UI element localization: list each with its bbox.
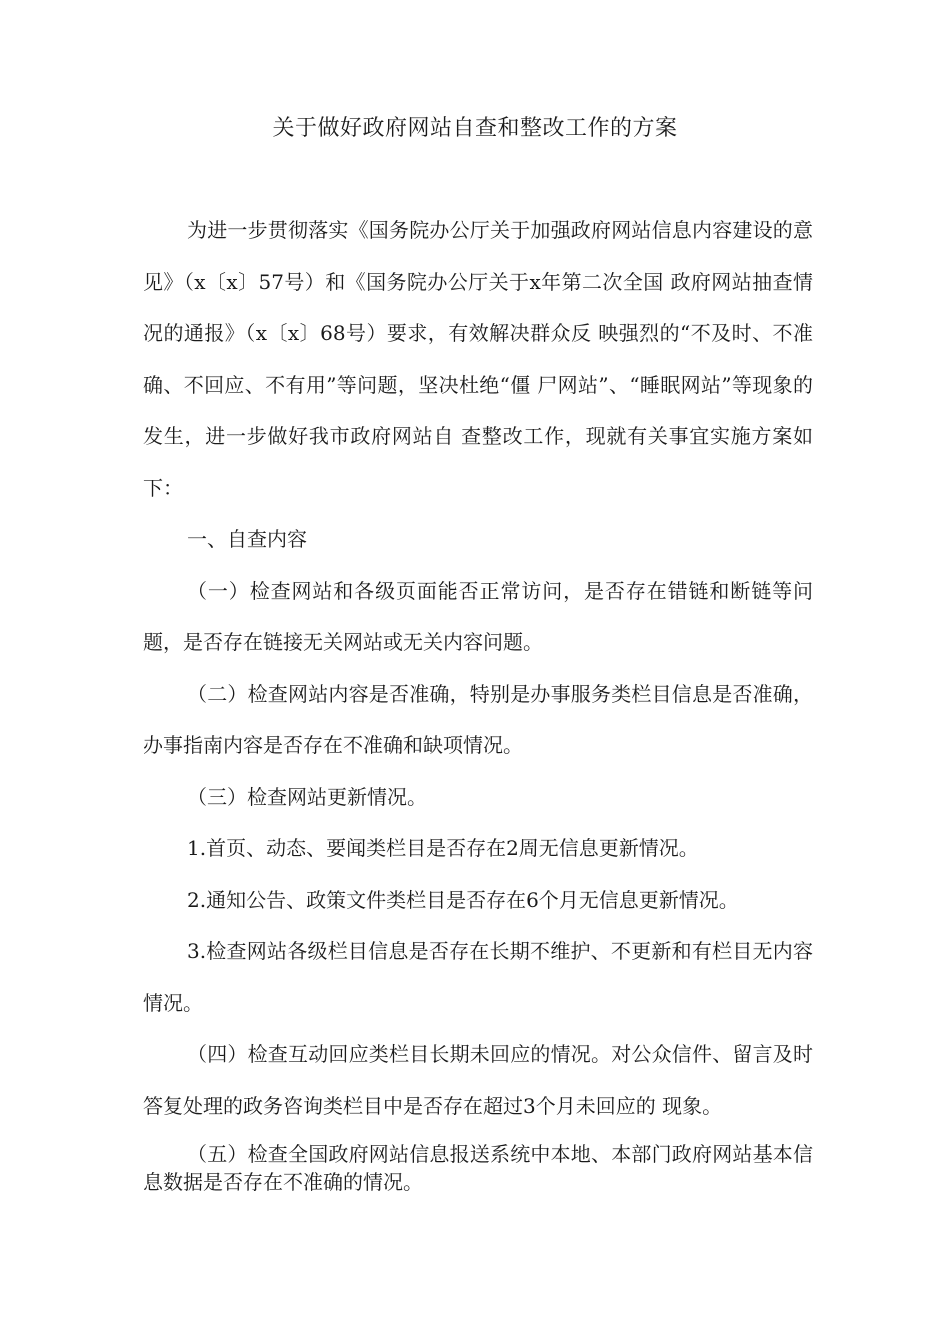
item-4-interaction-response: （四）检查互动回应类栏目长期未回应的情况。对公众信件、留言及时答复处理的政务咨询类栏目中是否存在超过3个月未回应的 现象。: [143, 1042, 813, 1118]
section-heading-self-inspection: 一、自查内容: [187, 527, 307, 551]
document-title: 关于做好政府网站自查和整改工作的方案: [272, 116, 678, 141]
intro-paragraph: 为进一步贯彻落实《国务院办公厅关于加强政府网站信息内容建设的意见》（x〔x〕57号）和《国务院办公厅关于x年第二次全国 政府网站抽查情况的通报》（x〔x〕68号）要求，有效解决群众反 映强烈的“不及时、不准确、不回应、不有用”等问题，坚决杜绝“僵 尸网站”、“睡眠网站”等现象的发生，进一步做好我市政府网站自 查整改工作，现就有关事宜实施方案如下：: [143, 218, 813, 500]
sub-item-3-column-maintenance: 3.检查网站各级栏目信息是否存在长期不维护、不更新和有栏目无内容情况。: [143, 939, 813, 1015]
item-2-content-accuracy: （二）检查网站内容是否准确，特别是办事服务类栏目信息是否准确，办事指南内容是否存在不准确和缺项情况。: [143, 681, 813, 757]
sub-item-2-notice-updates: 2.通知公告、政策文件类栏目是否存在6个月无信息更新情况。: [187, 887, 739, 912]
document-body: [143, 205, 813, 1196]
item-3-update-status: （三）检查网站更新情况。: [187, 784, 427, 809]
sub-item-1-homepage-updates: 1.首页、动态、要闻类栏目是否存在2周无信息更新情况。: [187, 836, 699, 860]
item-5-info-reporting: （五）检查全国政府网站信息报送系统中本地、本部门政府网站基本信息数据是否存在不准确的情况。: [143, 1142, 813, 1194]
item-1-page-access: （一）检查网站和各级页面能否正常访问，是否存在错链和断链等问题，是否存在链接无关网站或无关内容问题。: [143, 578, 813, 654]
